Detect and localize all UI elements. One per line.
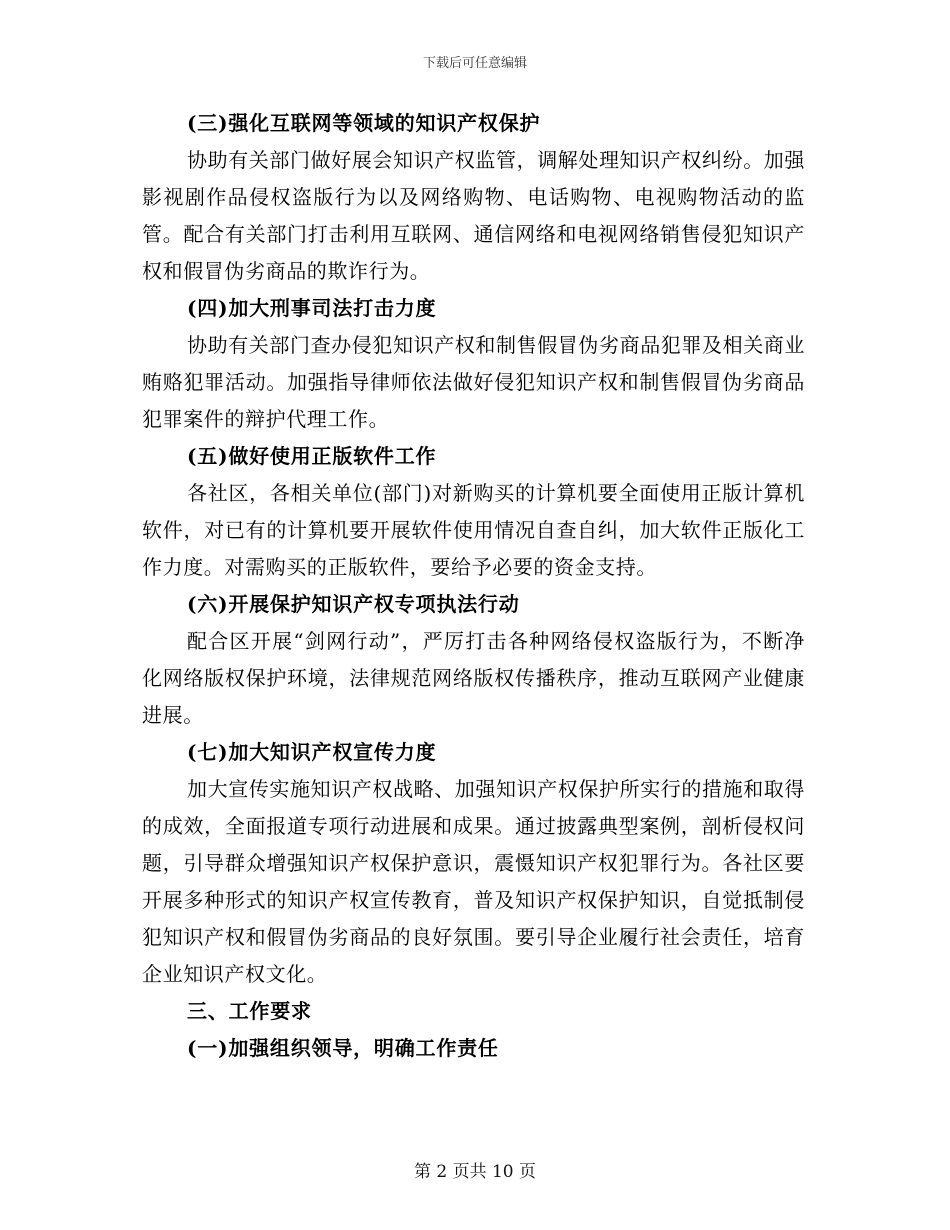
section-heading-6: (六)开展保护知识产权专项执法行动 — [187, 592, 520, 616]
section-heading-5: (五)做好使用正版软件工作 — [187, 444, 437, 468]
section-heading-7: (七)加大知识产权宣传力度 — [187, 740, 437, 764]
section-heading-3: (三)强化互联网等领域的知识产权保护 — [187, 111, 541, 135]
document-body — [142, 105, 805, 1067]
page-number-footer: 第 2 页共 10 页 — [413, 1162, 537, 1182]
chapter-heading-work-requirements: 三、工作要求 — [187, 999, 312, 1023]
paragraph-6: 配合区开展“剑网行动”，严厉打击各种网络侵权盗版行为，不断净化网络版权保护环境，法律规范网络版权传播秩序，推动互联网产业健康进展。 — [142, 629, 805, 727]
paragraph-4: 协助有关部门查办侵犯知识产权和制售假冒伪劣商品犯罪及相关商业贿赂犯罪活动。加强指导律师依法做好侵犯知识产权和制售假冒伪劣商品犯罪案件的辩护代理工作。 — [142, 333, 805, 431]
paragraph-7: 加大宣传实施知识产权战略、加强知识产权保护所实行的措施和取得的成效，全面报道专项行动进展和成果。通过披露典型案例，剖析侵权问题，引导群众增强知识产权保护意识，震慑知识产权犯罪行为。各社区要开展多种形式的知识产权宣传教育，普及知识产权保护知识，自觉抵制侵犯知识产权和假冒伪劣商品的良好氛围。要引导企业履行社会责任，培育企业知识产权文化。 — [142, 777, 805, 986]
section-heading-4: (四)加大刑事司法打击力度 — [187, 296, 437, 320]
paragraph-5: 各社区，各相关单位(部门)对新购买的计算机要全面使用正版计算机软件，对已有的计算机要开展软件使用情况自查自纠，加大软件正版化工作力度。对需购买的正版软件，要给予必要的资金支持。 — [142, 481, 805, 579]
section-heading-requirements-1: (一)加强组织领导，明确工作责任 — [187, 1036, 499, 1060]
page-header: 下载后可任意编辑 — [422, 56, 527, 71]
paragraph-3: 协助有关部门做好展会知识产权监管，调解处理知识产权纠纷。加强影视剧作品侵权盗版行为以及网络购物、电话购物、电视购物活动的监管。配合有关部门打击利用互联网、通信网络和电视网络销售侵犯知识产权和假冒伪劣商品的欺诈行为。 — [142, 148, 805, 283]
